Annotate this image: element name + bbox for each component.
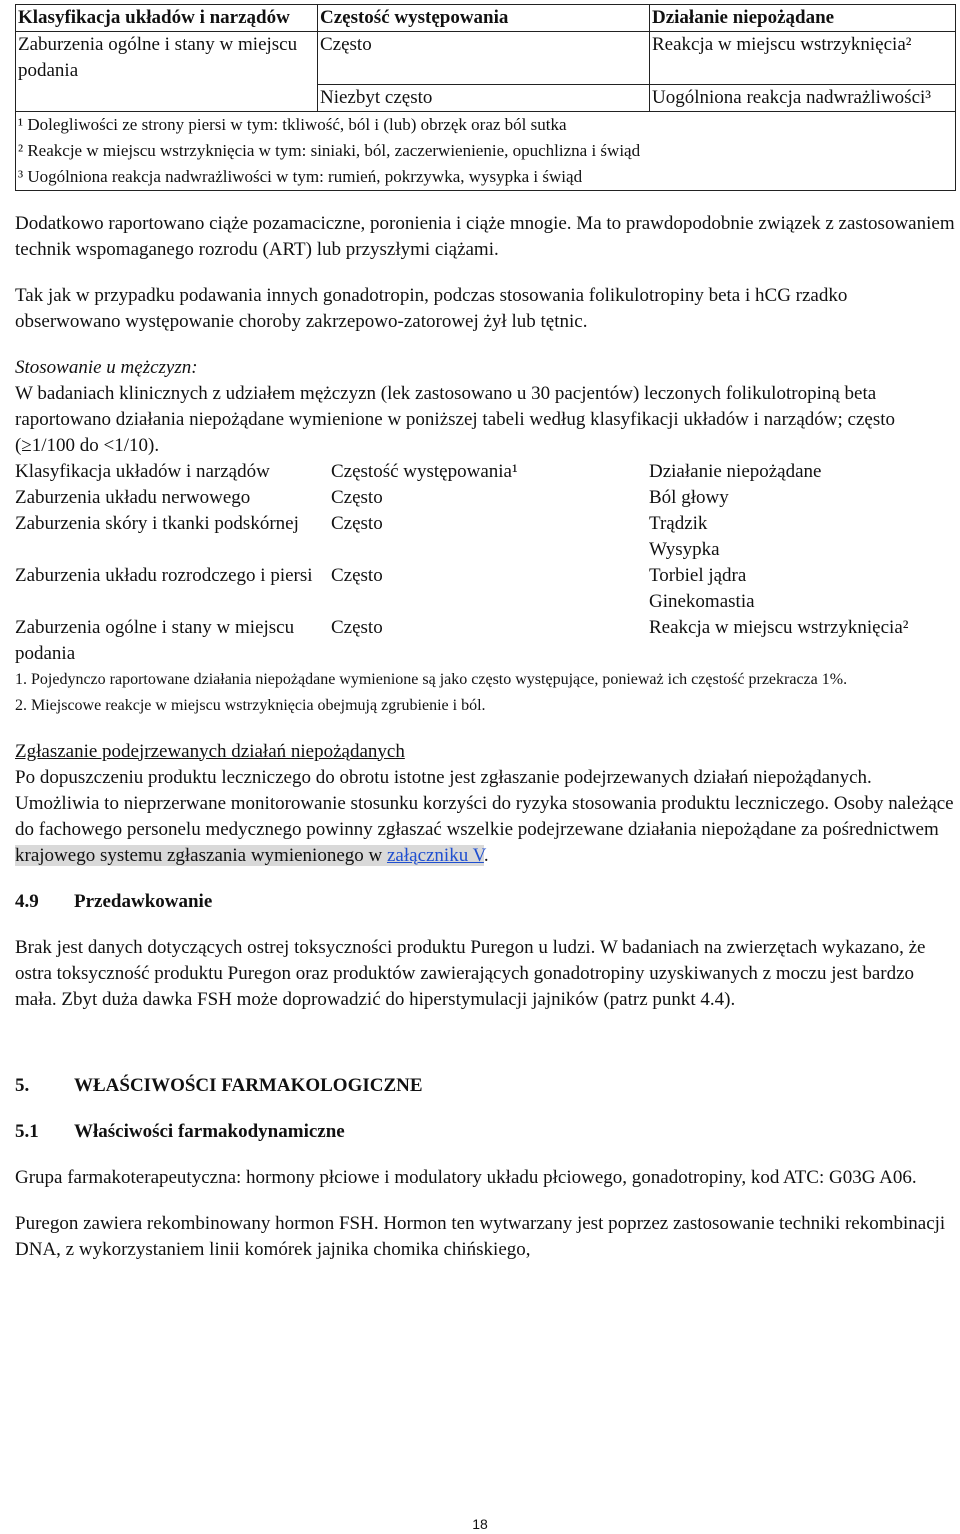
footnote: ³ Uogólniona reakcja nadwrażliwości w tym: rumień, pokrzywka, wysypka i świąd <box>18 166 583 186</box>
effect-cell: Trądzik Wysypka <box>649 512 720 560</box>
organ-class-cell-empty <box>16 84 318 111</box>
frequency-cell: Często <box>331 512 383 534</box>
organ-class-cell: Zaburzenia ogólne i stany w miejscu podania <box>16 32 318 85</box>
footnote: ² Reakcje w miejscu wstrzyknięcia w tym: siniaki, ból, zaczerwienienie, opuchlizna i świąd <box>18 140 641 160</box>
paragraph-puregon: Puregon zawiera rekombinowany hormon FSH. Hormon ten wytwarzany jest poprzez zastosowanie techniki rekombinacji DNA, z wykorzystaniem linii komórek jajnika chomika chińskiego, <box>15 1212 946 1260</box>
paragraph-ectopic: Dodatkowo raportowano ciąże pozamaciczne, poronienia i ciąże mnogie. Ma to prawdopodobnie związek z zastosowaniem technik wspomaganego rozrodu (ART) lub przyszłymi ciążami. <box>15 212 955 260</box>
organ-class-cell: Zaburzenia ogólne i stany w miejscu podania <box>15 616 295 664</box>
frequency-cell: Często <box>331 564 383 586</box>
table-row <box>16 84 956 111</box>
frequency-cell: Często <box>318 32 650 85</box>
paragraph-men: W badaniach klinicznych z udziałem mężczyzn (lek zastosowano u 30 pacjentów) leczonych folikulotropiną beta raportowano działania niepożądane wymienione w poniższej tabeli według klasyfikacji układów i narządów; często (≥1/100 do <1/10). <box>15 382 896 456</box>
adverse-effects-table-men <box>15 459 955 667</box>
table-header-cell: Działanie niepożądane <box>649 460 822 482</box>
paragraph-reporting: Po dopuszczeniu produktu leczniczego do obrotu istotne jest zgłaszanie podejrzewanych działań niepożądanych. Umożliwia to nieprzerwane monitorowanie stosunku korzyści do ryzyka stosowania produktu leczniczego. Osoby należące do fachowego personelu medycznego powinny zgłaszać wszelkie podejrzewane działania niepożądane za pośrednictwem krajowego systemu zgłaszania wymienionego w załączniku V. <box>15 766 954 866</box>
paragraph-thromboembolism: Tak jak w przypadku podawania innych gonadotropin, podczas stosowania folikulotropiny beta i hCG rzadko obserwowano występowanie choroby zakrzepowo-zatorowej żył lub tętnic. <box>15 284 848 332</box>
table-header-cell: Klasyfikacja układów i narządów <box>15 460 270 482</box>
paragraph-pharmacotherapeutic-group: Grupa farmakoterapeutyczna: hormony płciowe i modulatory układu płciowego, gonadotropiny, kod ATC: G03G A06. <box>15 1166 917 1188</box>
table-row <box>15 615 955 667</box>
adverse-effects-table-women <box>15 4 956 191</box>
table-header-cell: Działanie niepożądane <box>650 5 956 32</box>
table-header-row <box>16 5 956 32</box>
reporting-highlight: krajowego systemu zgłaszania wymienionego w załączniku V <box>15 844 484 866</box>
footnote: ¹ Dolegliwości ze strony piersi w tym: tkliwość, ból i (lub) obrzęk oraz ból sutka <box>18 114 567 134</box>
effect-cell: Ból głowy <box>649 486 729 508</box>
effect-cell: Uogólniona reakcja nadwrażliwości³ <box>650 84 956 111</box>
document-page <box>15 4 955 1263</box>
section-heading-5-1: 5.1 Właściwości farmakodynamiczne <box>15 1120 345 1142</box>
organ-class-cell: Zaburzenia skóry i tkanki podskórnej <box>15 512 299 534</box>
table-header-cell: Częstość występowania¹ <box>331 460 518 482</box>
footnote: 2. Miejscowe reakcje w miejscu wstrzyknięcia obejmują zgrubienie i ból. <box>15 696 486 714</box>
table-row <box>15 511 955 563</box>
frequency-cell: Często <box>331 616 383 638</box>
effect-cell: Reakcja w miejscu wstrzyknięcia² <box>650 32 956 85</box>
table-footnote-row <box>16 111 956 190</box>
paragraph-overdose: Brak jest danych dotyczących ostrej toksyczności produktu Puregon u ludzi. W badaniach na zwierzętach wykazano, że ostra toksyczność produktu Puregon oraz produktów zawierających gonadotropiny uzyskiwanych z moczu jest bardzo mała. Zbyt duża dawka FSH może doprowadzić do hiperstymulacji jajników (patrz punkt 4.4). <box>15 936 926 1010</box>
table-header-cell: Częstość występowania <box>318 5 650 32</box>
men-subheading: Stosowanie u mężczyzn: <box>15 356 198 378</box>
table-header-row <box>15 459 955 485</box>
effect-cell: Torbiel jądra Ginekomastia <box>649 564 755 612</box>
footnote: 1. Pojedynczo raportowane działania niepożądane wymienione są jako często występujące, ponieważ ich częstość przekracza 1%. <box>15 670 848 688</box>
table-row <box>16 32 956 85</box>
section-heading-5: 5. WŁAŚCIWOŚCI FARMAKOLOGICZNE <box>15 1074 423 1096</box>
annex-v-link[interactable]: załączniku V <box>386 844 484 866</box>
footnotes-cell <box>16 111 956 190</box>
page-number: 18 <box>472 1516 488 1532</box>
table-row <box>15 563 955 615</box>
reporting-text: Po dopuszczeniu produktu leczniczego do obrotu istotne jest zgłaszanie podejrzewanych działań niepożądanych. Umożliwia to nieprzerwane monitorowanie stosunku korzyści do ryzyka stosowania produktu leczniczego. Osoby należące do fachowego personelu medycznego powinny zgłaszać wszelkie podejrzewane działania niepożądane za pośrednictwem <box>15 766 954 840</box>
organ-class-cell: Zaburzenia układu rozrodczego i piersi <box>15 564 313 586</box>
frequency-cell: Niezbyt często <box>318 84 650 111</box>
reporting-heading: Zgłaszanie podejrzewanych działań niepożądanych <box>15 740 405 762</box>
organ-class-cell: Zaburzenia układu nerwowego <box>15 486 251 508</box>
table-row <box>15 485 955 511</box>
effect-cell: Reakcja w miejscu wstrzyknięcia² <box>649 616 909 638</box>
table-header-cell: Klasyfikacja układów i narządów <box>16 5 318 32</box>
section-heading-4-9: 4.9 Przedawkowanie <box>15 890 213 912</box>
frequency-cell: Często <box>331 486 383 508</box>
